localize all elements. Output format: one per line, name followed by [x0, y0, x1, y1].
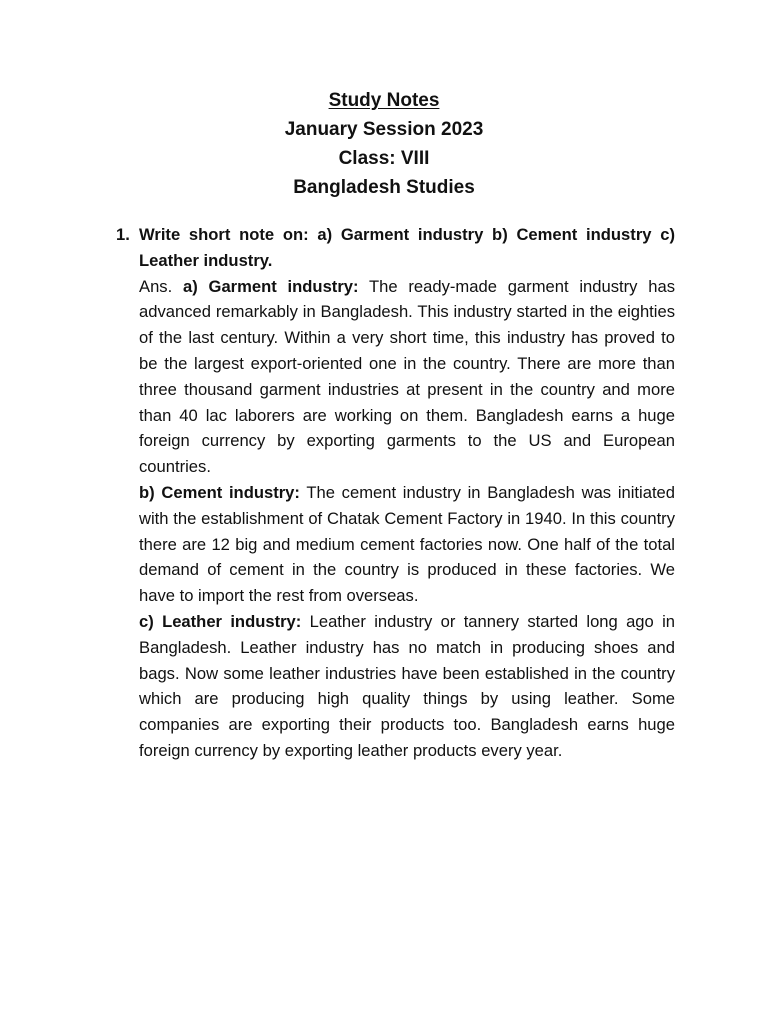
- document-header: [0, 86, 768, 202]
- garment-heading: a) Garment industry:: [183, 276, 359, 296]
- cement-heading: b) Cement industry:: [139, 482, 300, 502]
- answer-leather-paragraph: [139, 609, 675, 764]
- class-label: Class: VIII: [338, 148, 430, 169]
- session-label: January Session 2023: [284, 119, 484, 140]
- answer-garment-paragraph: [139, 274, 675, 480]
- question-text: Write short note on: a) Garment industry b) Cement industry c) Leather industry.: [139, 225, 675, 270]
- leather-text: Leather industry or tannery started long ago in Bangladesh. Leather industry has no match in producing shoes and bags. Now some leather industries have been established in the country which are producing high quality things by using leather. Some companies are exporting their products too. Bangladesh earns huge foreign currency by exporting leather products every year.: [139, 611, 675, 760]
- question-body: [139, 222, 675, 764]
- leather-heading: c) Leather industry:: [139, 611, 302, 631]
- answer-prefix: Ans.: [139, 276, 173, 296]
- subject-label: Bangladesh Studies: [293, 177, 475, 198]
- answer-cement-paragraph: [139, 480, 675, 609]
- question-item: [112, 222, 675, 764]
- garment-text: The ready-made garment industry has advanced remarkably in Bangladesh. This industry started in the eighties of the last century. Within a very short time, this industry has proved to be the largest export-oriented one in the country. There are more than three thousand garment industries at present in the country and more than 40 lac laborers are working on them. Bangladesh earns a huge foreign currency by exporting garments to the US and European countries.: [139, 276, 675, 477]
- cement-text: The cement industry in Bangladesh was initiated with the establishment of Chatak Cement Factory in 1940. In this country there are 12 big and medium cement factories now. One half of the total demand of cement in the country is produced in these factories. We have to import the rest from overseas.: [139, 482, 676, 606]
- question-number: 1.: [116, 225, 130, 244]
- document-title: Study Notes: [328, 90, 440, 111]
